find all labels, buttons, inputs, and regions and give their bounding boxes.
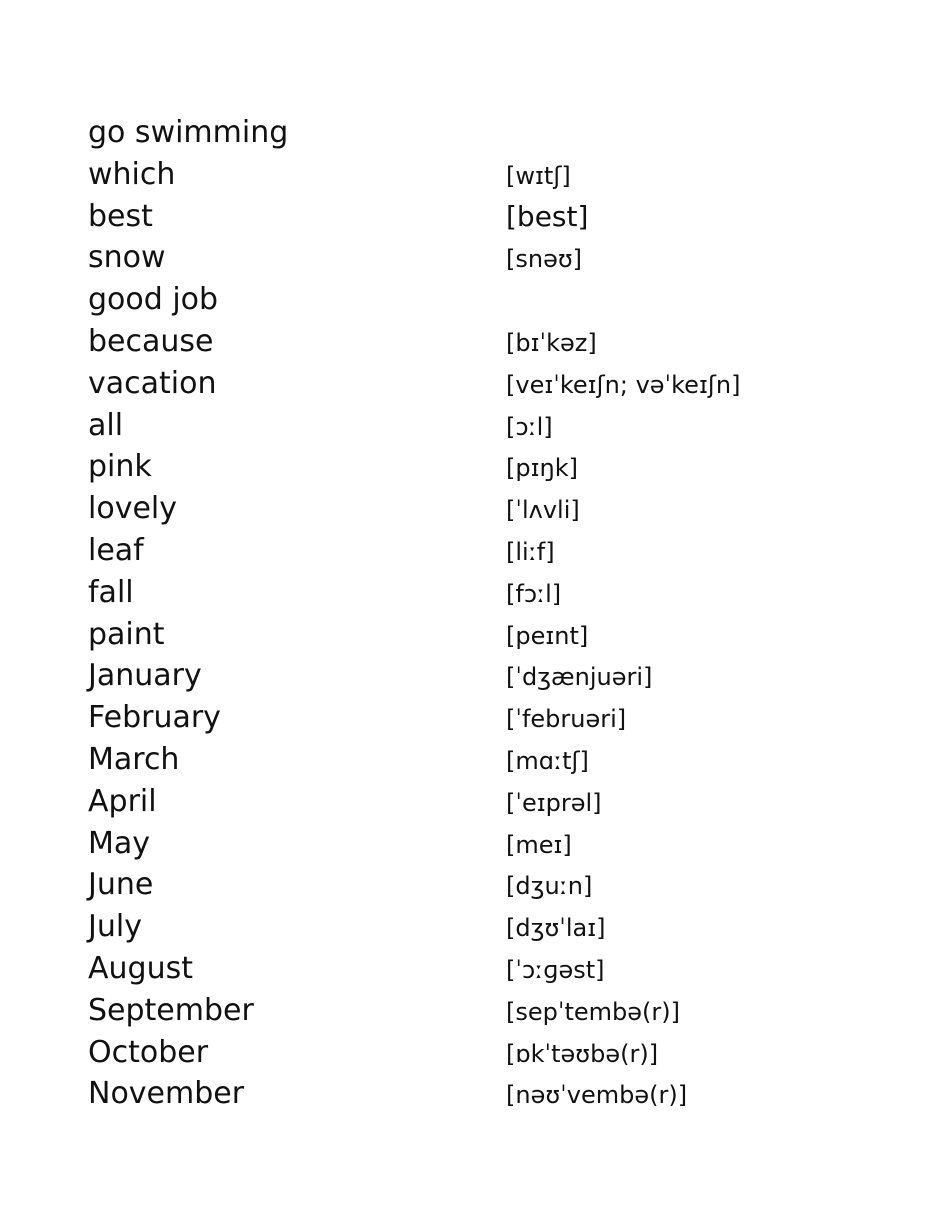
vocab-word: pink — [88, 449, 152, 485]
vocab-ipa: [dʒʊˈlaɪ] — [506, 914, 606, 943]
vocab-row — [88, 614, 868, 656]
vocab-row — [88, 739, 868, 781]
vocab-row — [88, 781, 868, 823]
vocab-word: January — [88, 658, 202, 694]
vocab-ipa: [peɪnt] — [506, 621, 589, 650]
vocab-word: paint — [88, 616, 165, 652]
vocab-ipa: [sepˈtembə(r)] — [506, 997, 680, 1026]
vocab-ipa: [dʒuːn] — [506, 872, 593, 901]
vocab-ipa: [pɪŋk] — [506, 454, 578, 483]
vocab-word: which — [88, 156, 176, 192]
vocab-row — [88, 405, 868, 447]
vocab-word: vacation — [88, 365, 217, 401]
vocab-row — [88, 321, 868, 363]
vocab-ipa: [liːf] — [506, 537, 555, 566]
vocab-word: all — [88, 407, 124, 443]
vocab-word: good job — [88, 282, 219, 318]
vocab-word: lovely — [88, 491, 177, 527]
vocab-word: go swimming — [88, 115, 289, 150]
vocab-row — [88, 279, 868, 321]
vocab-word: leaf — [88, 532, 144, 568]
vocab-word: October — [88, 1034, 209, 1070]
vocab-ipa: [snəʊ] — [506, 245, 583, 274]
vocab-ipa: [ɒkˈtəʊbə(r)] — [506, 1039, 659, 1068]
vocab-word: July — [88, 909, 142, 945]
vocab-ipa: [best] — [506, 199, 589, 233]
vocab-word: August — [88, 950, 193, 986]
vocab-row — [88, 446, 868, 488]
vocab-word: November — [88, 1076, 245, 1112]
vocab-ipa: [ˈdʒænjuəri] — [506, 663, 653, 692]
vocab-row — [88, 906, 868, 948]
vocab-row — [88, 154, 868, 196]
vocab-row — [88, 823, 868, 865]
vocab-ipa: [ɔːl] — [506, 412, 553, 441]
vocab-ipa: [ˈɔːɡəst] — [506, 955, 605, 984]
vocab-word: September — [88, 992, 254, 1028]
vocab-ipa: [meɪ] — [506, 830, 572, 859]
vocab-row — [88, 572, 868, 614]
vocab-word: best — [88, 198, 153, 234]
vocab-row — [88, 655, 868, 697]
vocab-row — [88, 864, 868, 906]
vocabulary-list — [88, 112, 868, 1115]
vocab-ipa: [veɪˈkeɪʃn; vəˈkeɪʃn] — [506, 370, 741, 399]
vocab-word: June — [88, 867, 154, 903]
vocab-ipa: [ˈfebruəri] — [506, 705, 627, 734]
vocab-word: because — [88, 323, 214, 359]
vocab-word: May — [88, 825, 151, 861]
vocab-word: fall — [88, 574, 134, 610]
vocab-row — [88, 697, 868, 739]
vocab-ipa: [ˈeɪprəl] — [506, 788, 602, 817]
vocab-row — [88, 990, 868, 1032]
vocab-row — [88, 530, 868, 572]
vocab-row — [88, 196, 868, 238]
vocab-ipa: [nəʊˈvembə(r)] — [506, 1081, 688, 1110]
vocab-ipa: [ˈlʌvli] — [506, 496, 580, 525]
vocab-word: April — [88, 783, 157, 819]
vocab-word: February — [88, 700, 221, 736]
vocab-ipa: [bɪˈkəz] — [506, 328, 597, 357]
vocab-row — [88, 1073, 868, 1115]
vocab-word: snow — [88, 240, 166, 276]
vocab-row — [88, 363, 868, 405]
vocab-word: March — [88, 741, 180, 777]
vocab-row — [88, 237, 868, 279]
vocab-row — [88, 112, 868, 154]
vocab-ipa: [mɑːtʃ] — [506, 746, 589, 775]
vocab-ipa: [fɔːl] — [506, 579, 562, 608]
vocab-row — [88, 1032, 868, 1074]
vocab-row — [88, 948, 868, 990]
vocab-ipa: [wɪtʃ] — [506, 161, 571, 190]
vocab-row — [88, 488, 868, 530]
